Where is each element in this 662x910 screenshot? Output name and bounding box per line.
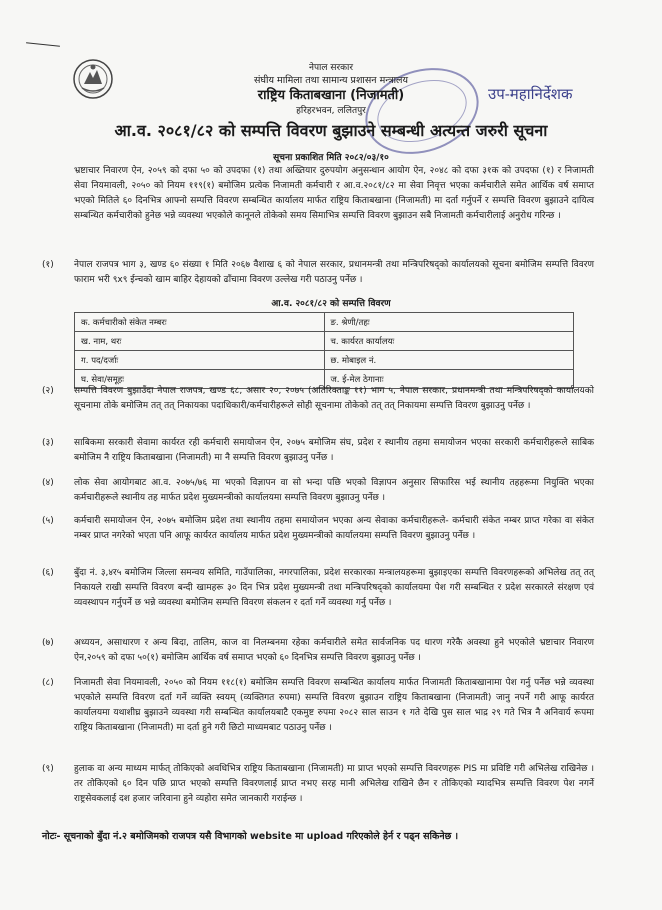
item-number: (६) <box>42 568 54 578</box>
item-number: (८) <box>42 678 54 688</box>
table-cell: घ. सेवा/समूहः <box>75 370 325 389</box>
table-cell: छ. मोबाइल नं. <box>324 351 574 370</box>
table-cell: क. कर्मचारीको संकेत नम्बरः <box>75 313 325 332</box>
item-text: नेपाल राजपत्र भाग ३, खण्ड ६० संख्या १ मिति २०६७ वैशाख ६ को नेपाल सरकार, प्रधानमन्त्री तथा मन्त्रिपरिषद्को कार्यालयको सूचना बमोजिम सम्पत्ति विवरण फाराम भरी ९x९ ईन्चको खाम बाहिर देहायको ढाँचामा विवरण उल्लेख गरी पठाउनु पर्नेछ । <box>74 260 594 285</box>
item-text: हुलाक वा अन्य माध्यम मार्फत् तोकिएको अवधिभित्र राष्ट्रिय किताबखाना (निजामती) मा प्राप्त भएको सम्पत्ति विवरणहरू PIS मा प्रविष्टि गरी अभिलेख राखिनेछ । तर तोकिएको ६० दिन पछि प्राप्त भएको सम्पत्ति विवरणलाई प्राप्त नभए सरह मानी अभिलेख राखिने छैन र तोकिएको म्यादभित्र सम्पत्ति विवरण पेश नगर्ने राष्ट्रसेवकलाई दश हजार जरिवाना हुने व्यहोरा समेत जानकारी गराईन्छ । <box>74 764 594 804</box>
item-text: अध्ययन, असाधारण र अन्य बिदा, तालिम, काज वा निलम्बनमा रहेका कर्मचारीले समेत सार्वजनिक पद धारण गरेकै अवस्था हुने भएकोले भ्रष्टाचार निवारण ऐन,२०५९ को दफा ५०(१) बमोजिम आर्थिक वर्ष समाप्त भएको ६० दिनभित्र सम्पत्ति विवरण बुझाउनु पर्नेछ । <box>74 638 594 663</box>
envelope-format-table <box>74 312 574 389</box>
header-office-name: राष्ट्रिय किताबखाना (निजामती) <box>257 88 405 103</box>
table-cell: च. कार्यरत कार्यालयः <box>324 332 574 351</box>
table-row <box>75 313 574 332</box>
item-number: (७) <box>42 638 54 648</box>
table-cell: ज. ई-मेल ठेगानाः <box>324 370 574 389</box>
header-address: हरिहरभवन, ललितपुर <box>296 106 366 116</box>
intro-paragraph: भ्रष्टाचार निवारण ऐन, २०५९ को दफा ५० को उपदफा (१) तथा अख्तियार दुरुपयोग अनुसन्धान आयोग ऐन, २०४८ को दफा ३१क को उपदफा (१) र निजामती सेवा नियमावली, २०५० को नियम ११९(१) बमोजिम प्रत्येक निजामती कर्मचारी र आ.व.२०८१/८२ मा सेवा निवृत्त भएका कर्मचारीले समेत आर्थिक वर्ष समाप्त भएको मितिले ६० दिनभित्र आफ्नो सम्पत्ति विवरण सम्बन्धित कार्यालय मार्फत राष्ट्रिय किताबखाना (निजामती) मा दर्ता गर्नुपर्ने र सम्पत्ति विवरण बुझाउने दायित्व सम्बन्धित कर्मचारीको हुनेछ भन्ने व्यवस्था भएकोले कानूनले तोकेको समय सिमाभित्र सम्पत्ति विवरण बुझाउन सबै निजामती कर्मचारीलाई अनुरोध गरिन्छ । <box>74 166 594 221</box>
footer-note: नोटः- सूचनाको बुँदा नं.२ बमोजिमको राजपत्र यसै विभागको website मा upload गरिएकोले हेर्न र पढ्न सकिनेछ । <box>42 831 459 842</box>
item-number: (३) <box>42 438 54 448</box>
item-number: (१) <box>42 260 54 270</box>
corner-mark <box>26 42 60 47</box>
table-cell: ग. पद/दर्जाः <box>75 351 325 370</box>
table-cell: ख. नाम, थरः <box>75 332 325 351</box>
signature-designation: उप-महानिर्देशक <box>488 85 573 103</box>
header-line-2: संघीय मामिला तथा सामान्य प्रशासन मन्त्रालय <box>253 75 409 86</box>
table-row <box>75 332 574 351</box>
table-row <box>75 351 574 370</box>
item-number: (२) <box>42 386 54 396</box>
notice-title: आ.व. २०८१/८२ को सम्पत्ति विवरण बुझाउने सम्बन्धी अत्यन्त जरुरी सूचना <box>114 121 548 140</box>
item-text: निजामती सेवा नियमावली, २०५० को नियम ११८(१) बमोजिम सम्पत्ति विवरण सम्बन्धित कार्यालय मार्फत निजामती किताबखानामा पेश गर्नु पर्नेछ भन्ने व्यवस्था भएकोले सम्पत्ति विवरण दर्ता गर्ने व्यक्ति स्वयम् (व्यक्तिगत रुपमा) सम्पत्ति विवरण बुझाउन राष्ट्रिय किताबखाना (निजामती) जानु नपर्ने गरी आफू कार्यरत कार्यालयमा यथाशीघ्र बुझाउने व्यवस्था गरी सम्बन्धित कार्यालयबाटै एकमुष्ट रुपमा २०८२ साल साउन १ गते देखि पुस साल भाद्र २९ गते भित्र नै अनिवार्य रूपमा राष्ट्रिय किताबखाना (निजामती) मा दर्ता हुने गरी छिटो माध्यमबाट पठाउनु पर्नेछ । <box>74 678 594 733</box>
form-table-caption: आ.व. २०८१/८२ को सम्पत्ति विवरण <box>271 299 391 309</box>
item-text: लोक सेवा आयोगबाट आ.व. २०७५/७६ मा भएको विज्ञापन वा सो भन्दा पछि भएको विज्ञापन अनुसार सिफारिस भई स्थानीय तहहरूमा नियुक्ति भएका कर्मचारीहरूले स्थानीय तह मार्फत प्रदेश मुख्यमन्त्रीको कार्यालयमा सम्पत्ति विवरण बुझाउनु पर्नेछ । <box>74 478 594 503</box>
item-text: कर्मचारी समायोजन ऐन, २०७५ बमोजिम प्रदेश तथा स्थानीय तहमा समायोजन भएका अन्य सेवाका कर्मचारीहरूले- कर्मचारी संकेत नम्बर प्राप्त गरेका वा संकेत नम्बर प्राप्त नगरेको भएता पनि आफू कार्यरत कार्यालय मार्फत प्रदेश मुख्यमन्त्रीको कार्यालयमा सम्पत्ति विवरण बुझाउनु पर्नेछ । <box>74 516 594 541</box>
item-text: सम्पत्ति विवरण बुझाउँदा नेपाल राजपत्र, खण्ड ६८, असार २०, २०७५ (अतिरिक्ताङ्क ११) भाग ५, नेपाल सरकार, प्रधानमन्त्री तथा मन्त्रिपरिषद्को कार्यालयको सूचनामा तोके बमोजिम तत् तत् निकायका पदाधिकारी/कर्मचारीहरूले सोही सूचनामा तोकेको तत् तत् निकायमा सम्पत्ति विवरण बुझाउनु पर्नेछ । <box>74 386 594 411</box>
header-line-1: नेपाल सरकार <box>308 63 354 73</box>
publish-date: सूचना प्रकाशित मिति २०८२/०३/१० <box>273 153 389 163</box>
item-number: (४) <box>42 478 54 488</box>
item-number: (५) <box>42 516 54 526</box>
table-cell: ङ. श्रेणी/तहः <box>324 313 574 332</box>
item-number: (९) <box>42 764 54 774</box>
item-text: साबिकमा सरकारी सेवामा कार्यरत रही कर्मचारी समायोजन ऐन, २०७५ बमोजिम संघ, प्रदेश र स्थानीय तहमा समायोजन भएका सरकारी कर्मचारीहरूले साबिक बमोजिम नै राष्ट्रिय किताबखाना (निजामती) मा नै सम्पत्ति विवरण बुझाउनु पर्नेछ । <box>74 438 594 463</box>
item-text: बुँदा नं. ३,४र५ बमोजिम जिल्ला समन्वय समिति, गाउँपालिका, नगरपालिका, प्रदेश सरकारका मन्त्रालयहरूमा बुझाइएका सम्पत्ति विवरणहरूको अभिलेख तत् तत् निकायले राखी सम्पत्ति विवरण बन्दी खामहरू ३० दिन भित्र प्रदेश मुख्यमन्त्री तथा मन्त्रिपरिषद्को कार्यालयमा पेश गरी सम्बन्धित र प्रदेश सरकारले संरक्षण एवं व्यवस्थापन गर्नुपर्ने छ भन्ने व्यवस्था बमोजिम सम्पत्ति विवरण संकलन र दर्ता गर्ने व्यवस्था गर्नु पर्नेछ । <box>74 568 594 608</box>
